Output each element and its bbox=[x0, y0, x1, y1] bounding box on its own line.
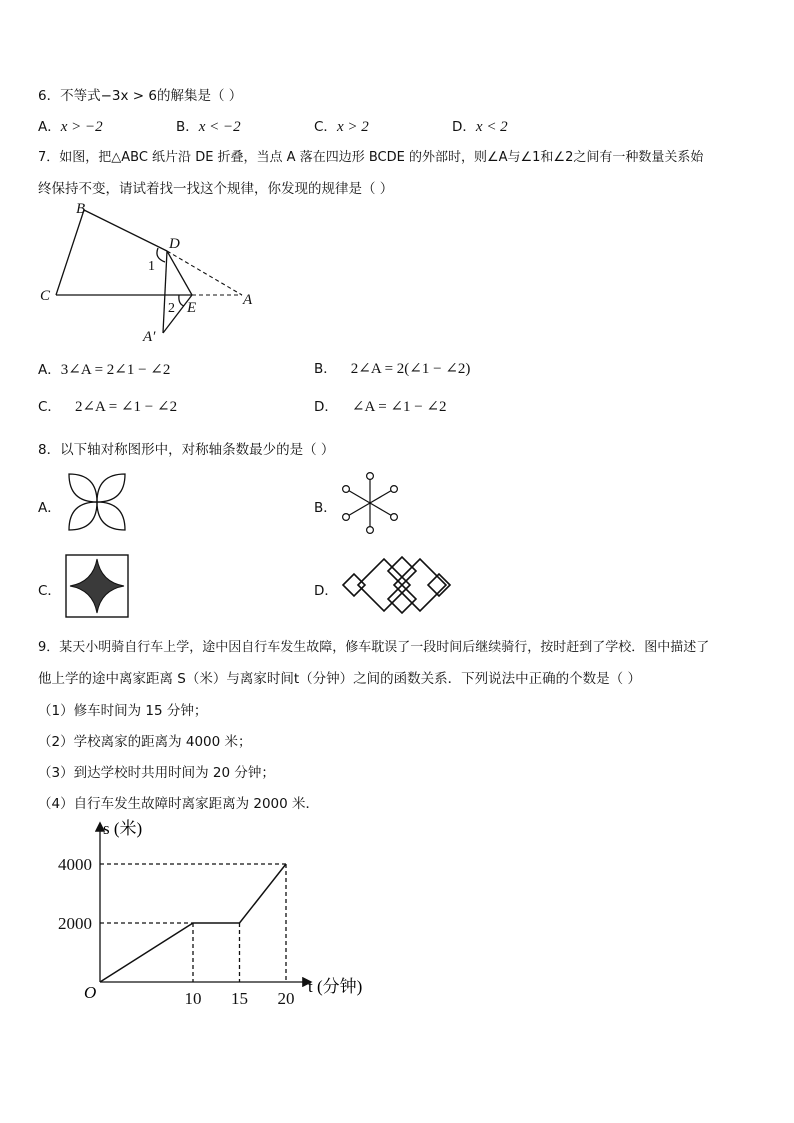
q9-statement-4: （4）自行车发生故障时离家距离为 2000 米． bbox=[38, 796, 320, 812]
concave-star-in-square-icon[interactable] bbox=[64, 553, 130, 619]
q7-option-d-label: D． bbox=[314, 399, 338, 415]
angle-2-arc bbox=[179, 295, 184, 306]
segment-da-prime bbox=[163, 251, 167, 333]
x-tick-label: 15 bbox=[231, 989, 248, 1008]
dashed-segment-da bbox=[167, 251, 242, 295]
four-petal-flower-icon[interactable] bbox=[64, 470, 130, 534]
label-d: D bbox=[169, 236, 180, 252]
six-spoke-star-icon[interactable] bbox=[338, 468, 402, 538]
q6-option-b[interactable] bbox=[176, 115, 241, 136]
q9-statement-1: （1）修车时间为 15 分钟； bbox=[38, 703, 208, 719]
origin-label: O bbox=[84, 983, 97, 1002]
q6-option-d-expr: x < 2 bbox=[475, 119, 508, 135]
q7-option-b-label: B． bbox=[314, 361, 337, 377]
x-tick-label: 20 bbox=[277, 989, 295, 1008]
q6-option-c[interactable] bbox=[314, 115, 369, 136]
q8-option-d-label[interactable]: D． bbox=[314, 583, 338, 599]
q7-option-c-label: C． bbox=[38, 399, 61, 415]
x-axis-label: t (分钟) bbox=[308, 977, 363, 996]
q9-statement-3: （3）到达学校时共用时间为 20 分钟； bbox=[38, 765, 275, 781]
q6-stem: 6．不等式−3x > 6的解集是（ ） bbox=[38, 88, 243, 104]
q6-option-a-label: A． bbox=[38, 119, 61, 135]
q7-stem-line2: 终保持不变，请试着找一找这个规律，你发现的规律是（ ） bbox=[38, 181, 394, 197]
y-axis-label: s (米) bbox=[103, 819, 143, 838]
q7-option-d-expr: ∠A = ∠1 − ∠2 bbox=[351, 399, 447, 415]
label-c: C bbox=[40, 288, 51, 304]
segment-de bbox=[167, 251, 192, 295]
q7-option-c-expr: 2∠A = ∠1 − ∠2 bbox=[74, 399, 178, 415]
q8-option-a-label[interactable]: A． bbox=[38, 500, 61, 516]
q7-option-a-expr: 3∠A = 2∠1 − ∠2 bbox=[60, 362, 171, 378]
q6-option-a[interactable] bbox=[38, 115, 103, 136]
q6-option-b-expr: x < −2 bbox=[198, 119, 241, 135]
interlocked-diamonds-icon[interactable] bbox=[340, 556, 464, 614]
q7-fold-figure bbox=[30, 196, 270, 348]
distance-line bbox=[100, 864, 286, 982]
q6-option-c-label: C． bbox=[314, 119, 337, 135]
q9-stem-line2: 他上学的途中离家距离 S（米）与离家时间t（分钟）之间的函数关系．下列说法中正确的个数是（ ） bbox=[38, 671, 641, 687]
distance-time-chart bbox=[40, 812, 400, 1022]
q9-statement-2: （2）学校离家的距离为 4000 米； bbox=[38, 734, 252, 750]
q8-option-b-label[interactable]: B． bbox=[314, 500, 337, 516]
label-e: E bbox=[187, 300, 197, 316]
q8-option-c-label[interactable]: C． bbox=[38, 583, 61, 599]
label-a: A bbox=[243, 292, 253, 308]
label-angle-1: 1 bbox=[148, 259, 155, 274]
q7-option-a[interactable] bbox=[38, 358, 170, 379]
label-b: B bbox=[76, 201, 86, 217]
y-tick-label: 4000 bbox=[58, 855, 92, 874]
q6-option-c-expr: x > 2 bbox=[336, 119, 369, 135]
segment-bd bbox=[84, 210, 167, 251]
q7-option-b[interactable] bbox=[314, 357, 470, 378]
q8-stem: 8．以下轴对称图形中，对称轴条数最少的是（ ） bbox=[38, 442, 335, 458]
q6-option-a-expr: x > −2 bbox=[60, 119, 103, 135]
label-angle-2: 2 bbox=[168, 301, 175, 316]
q7-option-c[interactable] bbox=[38, 395, 177, 416]
q7-stem-line1: 7．如图，把△ABC 纸片沿 DE 折叠，当点 A 落在四边形 BCDE 的外部时，则∠A与∠1和∠2之间有一种数量关系始 bbox=[38, 150, 704, 165]
x-tick-label: 10 bbox=[184, 989, 202, 1008]
y-tick-label: 2000 bbox=[58, 914, 92, 933]
q7-option-a-label: A． bbox=[38, 362, 61, 378]
q6-option-b-label: B． bbox=[176, 119, 199, 135]
q7-option-b-expr: 2∠A = 2(∠1 − ∠2) bbox=[350, 361, 471, 377]
segment-bc bbox=[56, 210, 84, 295]
q9-stem-line1: 9．某天小明骑自行车上学，途中因自行车发生故障，修车耽误了一段时间后继续骑行，按时赶到了学校．图中描述了 bbox=[38, 640, 710, 655]
q6-option-d[interactable] bbox=[452, 115, 508, 136]
label-a-prime: A′ bbox=[143, 329, 156, 345]
q7-option-d[interactable] bbox=[314, 395, 447, 416]
q6-option-d-label: D． bbox=[452, 119, 476, 135]
